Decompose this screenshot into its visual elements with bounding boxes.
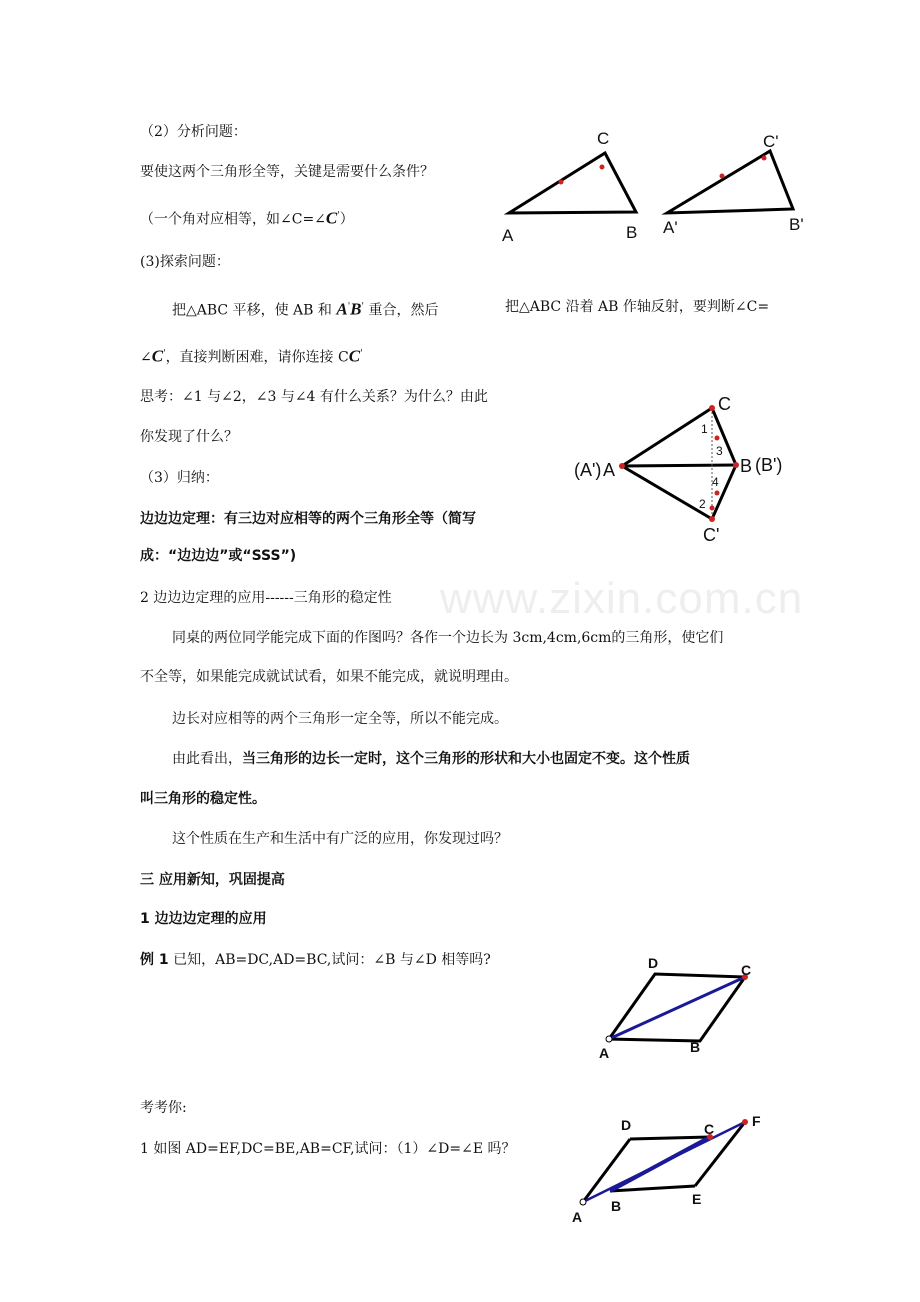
label-b-prime: B'	[789, 215, 804, 234]
question-1: 1 如图 AD=EF,DC=BE,AB=CF,试问：（1）∠D=∠E 吗？	[140, 1141, 516, 1157]
figure-parallelogram-question	[572, 1113, 761, 1225]
label-angle-3: 3	[716, 444, 723, 458]
point-marker	[715, 491, 720, 496]
test-heading: 考考你:	[140, 1100, 187, 1116]
label-d: D	[648, 955, 659, 971]
point-marker	[580, 1199, 586, 1205]
label-a: A	[502, 226, 514, 245]
apply-heading: 三 应用新知，巩固提高	[140, 872, 285, 888]
label-c: C	[597, 129, 610, 148]
label-c: C	[704, 1121, 715, 1137]
label-c: C	[718, 394, 731, 414]
figure-kite	[574, 394, 782, 545]
point-marker	[559, 180, 564, 185]
point-marker	[710, 506, 715, 511]
label-angle-1: 1	[701, 422, 708, 436]
stability-p4: 这个性质在生产和生活中有广泛的应用，你发现过吗？	[172, 831, 508, 847]
label-angle-4: 4	[712, 475, 719, 489]
point-marker	[742, 1119, 748, 1125]
label-c-prime: C'	[763, 132, 779, 151]
label-b: B	[740, 456, 753, 476]
segment-ef	[695, 1122, 745, 1186]
apply-subheading: 1 边边边定理的应用	[140, 911, 267, 927]
segment-ab	[622, 465, 736, 466]
point-marker	[709, 405, 715, 411]
summary-heading: （3）归纳：	[140, 470, 219, 486]
watermark: www.zixin.com.cn	[440, 574, 804, 623]
segment-ad	[583, 1139, 630, 1202]
think-line-1: 思考：∠1 与∠2，∠3 与∠4 有什么关系？为什么？由此	[140, 389, 488, 405]
stability-p1-line2: 不全等，如果能完成就试试看，如果不能完成，就说明理由。	[140, 669, 518, 685]
label-e: E	[692, 1191, 702, 1207]
theorem-line-1: 边边边定理：有三边对应相等的两个三角形全等（简写	[140, 511, 476, 527]
segment-ac-prime	[622, 466, 712, 519]
example-1: 例 1 已知，AB=DC,AD=BC,试问：∠B 与∠D 相等吗?	[140, 952, 491, 968]
label-f: F	[752, 1113, 761, 1129]
label-a: A	[572, 1209, 583, 1225]
stability-heading: 2 边边边定理的应用------三角形的稳定性	[140, 590, 392, 606]
stability-p2: 边长对应相等的两个三角形一定全等，所以不能完成。	[172, 711, 508, 727]
label-c-prime: C'	[703, 525, 720, 545]
point-marker	[720, 174, 725, 179]
figure-parallelogram	[599, 955, 751, 1061]
label-c: C	[741, 962, 752, 978]
triangle-abc	[509, 153, 636, 213]
explore-paragraph-1: 把△ABC 平移，使 AB 和 A'B' 重合，然后	[172, 299, 439, 319]
point-marker	[715, 436, 720, 441]
analysis-answer: （一个角对应相等，如∠C=∠C'）	[140, 208, 354, 228]
point-marker	[606, 1036, 612, 1042]
label-d: D	[621, 1117, 632, 1133]
segment-ac	[622, 408, 712, 466]
label-a-prime: (A')	[574, 460, 602, 480]
segment-be	[610, 1186, 695, 1191]
label-b-prime: (B')	[755, 455, 783, 475]
point-marker	[709, 516, 715, 522]
stability-p3-line1: 由此看出，当三角形的边长一定时，这个三角形的形状和大小也固定不变。这个性质	[172, 751, 690, 767]
point-marker	[600, 165, 605, 170]
label-a-prime: A'	[663, 218, 678, 237]
point-marker	[762, 156, 767, 161]
label-b: B	[690, 1039, 701, 1055]
point-marker	[619, 463, 625, 469]
stability-p3-line2: 叫三角形的稳定性。	[140, 791, 266, 807]
explore-paragraph-2: ∠C'，直接判断困难，请你连接 CC'	[140, 346, 363, 366]
analysis-heading: （2）分析问题：	[140, 124, 247, 140]
point-marker	[733, 462, 739, 468]
label-a: A	[599, 1045, 610, 1061]
label-a: A	[603, 460, 616, 480]
label-b: B	[611, 1198, 622, 1214]
think-line-2: 你发现了什么？	[140, 429, 238, 445]
explore-paragraph-1b: 把△ABC 沿着 AB 作轴反射，要判断∠C=	[505, 299, 770, 315]
stability-p1-line1: 同桌的两位同学能完成下面的作图吗？各作一个边长为 3cm,4cm,6cm的三角形，使它们	[172, 630, 724, 646]
segment-dc	[630, 1137, 710, 1139]
theorem-line-2: 成：“边边边”或“SSS”)	[140, 548, 297, 564]
label-angle-2: 2	[699, 497, 706, 511]
label-b: B	[626, 223, 638, 242]
explore-heading: (3)探索问题：	[140, 254, 230, 270]
triangle-abc-prime	[667, 151, 793, 213]
analysis-question: 要使这两个三角形全等，关键是需要什么条件？	[140, 164, 434, 180]
